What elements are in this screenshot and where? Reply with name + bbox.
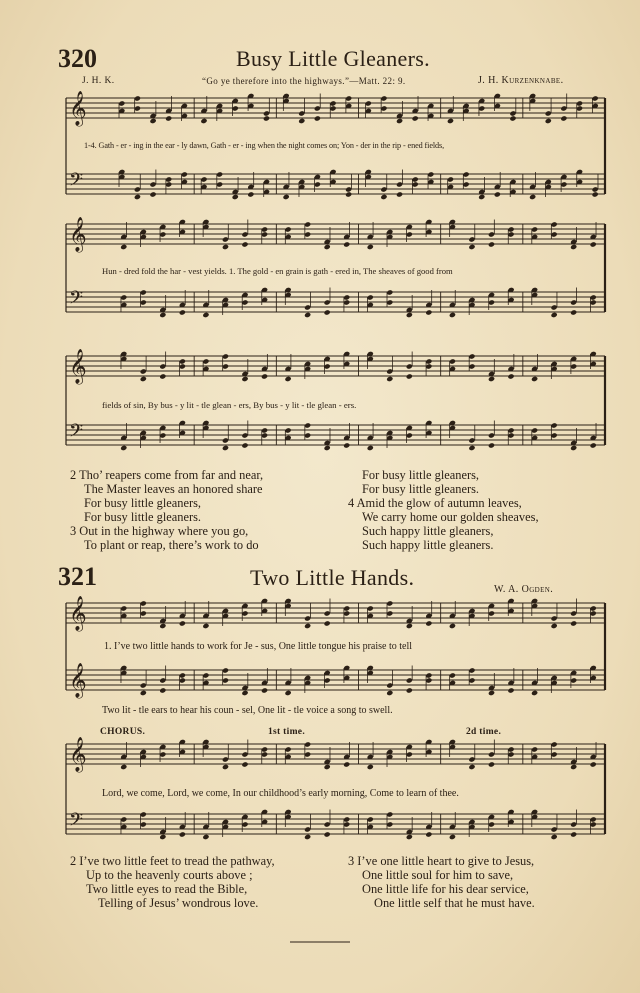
note-head bbox=[412, 115, 419, 121]
note-head bbox=[285, 690, 292, 696]
clef-glyph: 𝄞 bbox=[69, 91, 87, 126]
clef-glyph: 𝄞 bbox=[69, 737, 87, 772]
note-head bbox=[570, 831, 577, 837]
note-head bbox=[488, 241, 495, 247]
note-head bbox=[468, 764, 475, 770]
note-head bbox=[179, 309, 186, 315]
note-head bbox=[531, 376, 538, 382]
note-head bbox=[159, 623, 166, 629]
composer-credit: J. H. Kurzenknabe. bbox=[478, 75, 564, 86]
note-head bbox=[529, 194, 536, 200]
note-head bbox=[202, 623, 209, 629]
note-head bbox=[150, 118, 157, 124]
note-head bbox=[551, 623, 558, 629]
note-head bbox=[222, 445, 229, 451]
note-head bbox=[159, 834, 166, 840]
note-head bbox=[232, 194, 239, 200]
note-head bbox=[488, 690, 495, 696]
note-head bbox=[449, 623, 456, 629]
hymn-title: Two Little Hands. bbox=[250, 565, 415, 590]
note-head bbox=[406, 623, 413, 629]
note-head bbox=[247, 191, 254, 197]
note-head bbox=[261, 373, 268, 379]
note-head bbox=[545, 118, 552, 124]
note-head bbox=[570, 620, 577, 626]
note-head bbox=[494, 191, 501, 197]
note-head bbox=[241, 241, 248, 247]
note-head bbox=[120, 445, 127, 451]
note-head bbox=[345, 191, 352, 197]
note-head bbox=[222, 244, 229, 250]
verse-line: Up to the heavenly courts above ; bbox=[86, 868, 253, 882]
verse-line: One little self that he must have. bbox=[374, 896, 535, 910]
note-head bbox=[285, 376, 292, 382]
note-head bbox=[570, 445, 577, 451]
note-head bbox=[507, 687, 514, 693]
note-head bbox=[488, 442, 495, 448]
note-head bbox=[314, 115, 321, 121]
note-head bbox=[367, 764, 374, 770]
note-head bbox=[159, 373, 166, 379]
note-head bbox=[324, 309, 331, 315]
note-head bbox=[488, 761, 495, 767]
note-head bbox=[406, 687, 413, 693]
note-head bbox=[367, 244, 374, 250]
verse-line: The Master leaves an honored share bbox=[84, 482, 263, 496]
note-head bbox=[304, 312, 311, 318]
note-head bbox=[202, 312, 209, 318]
note-head bbox=[478, 194, 485, 200]
note-head bbox=[324, 244, 331, 250]
note-head bbox=[324, 831, 331, 837]
note-head bbox=[241, 376, 248, 382]
note-head bbox=[222, 764, 229, 770]
note-head bbox=[570, 764, 577, 770]
note-head bbox=[261, 687, 268, 693]
note-head bbox=[159, 312, 166, 318]
note-head bbox=[590, 761, 597, 767]
note-head bbox=[425, 831, 432, 837]
note-head bbox=[590, 442, 597, 448]
verse-line: 2 Tho’ reapers come from far and near, bbox=[70, 468, 264, 482]
note-head bbox=[551, 312, 558, 318]
note-head bbox=[120, 764, 127, 770]
note-head bbox=[386, 376, 393, 382]
note-head bbox=[449, 834, 456, 840]
verse-line: For busy little gleaners. bbox=[362, 482, 480, 496]
note-head bbox=[120, 244, 127, 250]
note-head bbox=[468, 244, 475, 250]
note-head bbox=[200, 118, 207, 124]
verse-line: To plant or reap, there’s work to do bbox=[84, 538, 259, 552]
clef-glyph: 𝄞 bbox=[69, 349, 87, 384]
lyric-line: Two lit - tle ears to hear his coun - sel, One lit - tle voice a song to swell. bbox=[102, 705, 393, 716]
chorus-label: CHORUS. bbox=[100, 727, 146, 737]
lyric-line: fields of sin, By bus - y lit - tle glean - ers, By bus - y lit - tle glean - ers. bbox=[102, 400, 357, 410]
verse-line: One little soul for him to save, bbox=[362, 868, 514, 882]
hymn-title: Busy Little Gleaners. bbox=[236, 46, 430, 71]
verse-line: Telling of Jesus’ wondrous love. bbox=[98, 896, 259, 910]
note-head bbox=[396, 191, 403, 197]
note-head bbox=[570, 244, 577, 250]
verse-line: One little life for his dear service, bbox=[362, 882, 529, 896]
note-head bbox=[380, 194, 387, 200]
clef-glyph: 𝄞 bbox=[69, 663, 87, 698]
verse-line: 3 I’ve one little heart to give to Jesus, bbox=[348, 854, 535, 868]
note-head bbox=[324, 445, 331, 451]
note-head bbox=[179, 620, 186, 626]
note-head bbox=[449, 312, 456, 318]
note-head bbox=[406, 312, 413, 318]
note-head bbox=[263, 115, 270, 121]
note-head bbox=[425, 620, 432, 626]
note-head bbox=[570, 309, 577, 315]
clef-glyph: 𝄞 bbox=[69, 596, 87, 631]
composer-credit: W. A. Ogden. bbox=[494, 584, 554, 595]
verse-line: For busy little gleaners. bbox=[84, 510, 202, 524]
clef-glyph: 𝄢 bbox=[69, 170, 84, 195]
lyric-line: Hun - dred fold the har - vest yields. 1. The gold - en grain is gath - ered in, The sheaves of good from bbox=[102, 266, 453, 276]
note-head bbox=[202, 834, 209, 840]
verse-line: 3 Out in the highway where you go, bbox=[70, 524, 249, 538]
clef-glyph: 𝄢 bbox=[69, 810, 84, 835]
clef-glyph: 𝄞 bbox=[69, 217, 87, 252]
verse-line: Such happy little gleaners. bbox=[362, 538, 494, 552]
author-credit: J. H. K. bbox=[82, 76, 115, 86]
note-head bbox=[283, 194, 290, 200]
note-head bbox=[134, 194, 141, 200]
note-head bbox=[396, 118, 403, 124]
note-head bbox=[304, 834, 311, 840]
note-head bbox=[509, 115, 516, 121]
note-head bbox=[592, 191, 599, 197]
note-head bbox=[531, 690, 538, 696]
note-head bbox=[241, 690, 248, 696]
note-head bbox=[343, 241, 350, 247]
lyric-line: 1. I’ve two little hands to work for Je - sus, One little tongue his praise to tell bbox=[104, 641, 412, 652]
verse-line: Two little eyes to read the Bible, bbox=[86, 882, 248, 896]
note-head bbox=[324, 620, 331, 626]
clef-glyph: 𝄢 bbox=[69, 288, 84, 313]
scripture-reference: “Go ye therefore into the highways.”—Matt. 22: 9. bbox=[202, 76, 406, 86]
verse-line: 2 I’ve two little feet to tread the pathway, bbox=[70, 854, 275, 868]
note-head bbox=[241, 442, 248, 448]
note-head bbox=[159, 687, 166, 693]
verse-line: For busy little gleaners, bbox=[84, 496, 202, 510]
note-head bbox=[468, 445, 475, 451]
note-head bbox=[179, 831, 186, 837]
hymn-number: 321 bbox=[58, 562, 97, 591]
note-head bbox=[425, 309, 432, 315]
note-head bbox=[140, 376, 147, 382]
note-head bbox=[367, 445, 374, 451]
note-head bbox=[343, 761, 350, 767]
lyric-line: 1-4. Gath - er - ing in the ear - ly dawn, Gath - er - ing when the night comes on; Yon - der in the rip - ened fields, bbox=[84, 141, 445, 150]
note-head bbox=[590, 241, 597, 247]
note-head bbox=[241, 761, 248, 767]
note-head bbox=[406, 834, 413, 840]
verse-line: 4 Amid the glow of autumn leaves, bbox=[348, 496, 522, 510]
note-head bbox=[551, 834, 558, 840]
lyric-line: Lord, we come, Lord, we come, In our childhood’s early morning, Come to learn of thee. bbox=[102, 788, 459, 799]
first-ending-label: 1st time. bbox=[268, 727, 305, 737]
note-head bbox=[386, 690, 393, 696]
clef-glyph: 𝄢 bbox=[69, 421, 84, 446]
note-head bbox=[298, 118, 305, 124]
note-head bbox=[507, 373, 514, 379]
note-head bbox=[304, 623, 311, 629]
note-head bbox=[165, 115, 172, 121]
second-ending-label: 2d time. bbox=[466, 727, 502, 737]
verse-line: Such happy little gleaners, bbox=[362, 524, 494, 538]
note-head bbox=[406, 373, 413, 379]
verse-line: For busy little gleaners, bbox=[362, 468, 480, 482]
verse-line: We carry home our golden sheaves, bbox=[362, 510, 539, 524]
hymn-number: 320 bbox=[58, 44, 97, 73]
note-head bbox=[140, 690, 147, 696]
note-head bbox=[343, 442, 350, 448]
note-head bbox=[447, 118, 454, 124]
note-head bbox=[150, 191, 157, 197]
note-head bbox=[560, 115, 567, 121]
note-head bbox=[324, 764, 331, 770]
note-head bbox=[488, 376, 495, 382]
